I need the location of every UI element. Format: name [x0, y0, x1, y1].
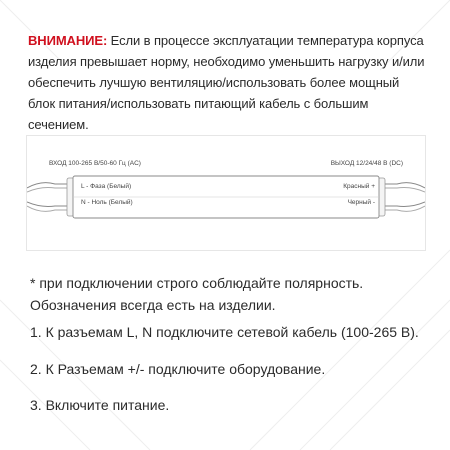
right-wire-top-2 [381, 188, 425, 193]
wire-neg-label: Черный - [347, 199, 375, 206]
step-2: 2. К Разъемам +/- подключите оборудование. [30, 361, 326, 377]
warning-label: ВНИМАНИЕ: [28, 33, 108, 48]
wire-l-label: L - Фаза (Белый) [81, 183, 132, 190]
wiring-diagram [26, 135, 426, 251]
right-wire-bottom [381, 202, 425, 207]
polarity-note [30, 272, 430, 316]
warning-block [28, 30, 428, 135]
step-1: 1. К разъемам L, N подключите сетевой кабель (100-265 В). [30, 324, 419, 340]
step-3: 3. Включите питание. [30, 397, 170, 413]
input-label: ВХОД 100-265 В/50-60 Гц (AC) [49, 160, 141, 167]
output-label: ВЫХОД 12/24/48 В (DC) [330, 160, 403, 167]
polarity-note-line-2: Обозначения всегда есть на изделии. [30, 297, 276, 313]
polarity-note-line-1: * при подключении строго соблюдайте полярность. [30, 275, 364, 291]
wire-pos-label: Красный + [343, 183, 375, 190]
wire-n-label: N - Ноль (Белый) [81, 199, 133, 206]
left-wire-top-2 [27, 188, 71, 193]
warning-text: Если в процессе эксплуатации температура корпуса изделия превышает норму, необходимо уменьшить нагрузку и/или обеспечить лучшую вентиляцию/использовать более мощный блок питания/использовать питающий кабель с большим сечением. [28, 33, 425, 132]
left-wire-bottom [27, 202, 71, 207]
wiring-diagram-drawing [27, 136, 425, 250]
